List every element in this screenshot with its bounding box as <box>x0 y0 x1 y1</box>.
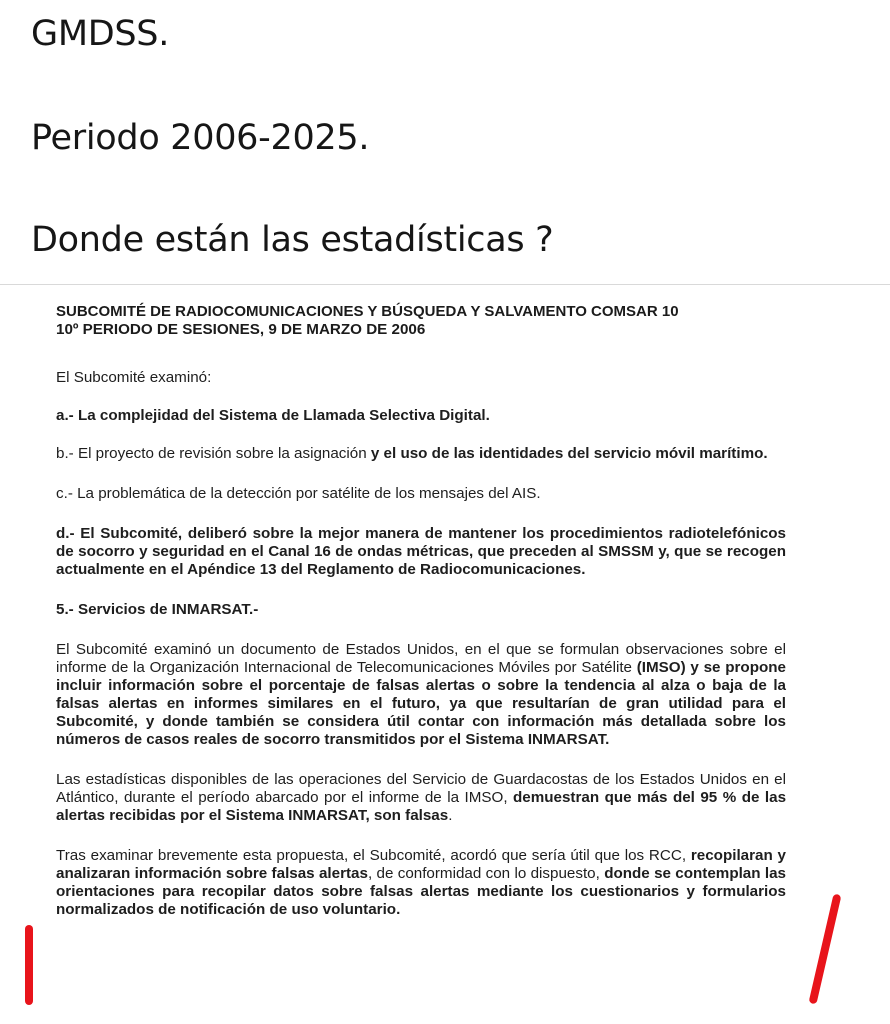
paragraph-7 <box>56 771 786 825</box>
paragraph-b-bold: y el uso de las identidades del servicio móvil marítimo. <box>370 445 768 462</box>
red-marker-stroke-left <box>25 925 33 1005</box>
paragraph-6-normal: El Subcomité examinó un documento de Estados Unidos, en el que se formulan observaciones sobre el informe de la Organización Internacional de Telecomunicaciones Móviles por Satélite <box>56 641 786 676</box>
paragraph-d: d.- El Subcomité, deliberó sobre la mejor manera de mantener los procedimientos radiotelefónicos de socorro y seguridad en el Canal 16 de ondas métricas, que preceden al SMSSM y, que se recogen actualmente en el Apéndice 13 del Reglamento de Radiocomunicaciones. <box>56 525 786 578</box>
paragraph-intro: El Subcomité examinó: <box>56 369 212 386</box>
document-title-line1: SUBCOMITÉ DE RADIOCOMUNICACIONES Y BÚSQUEDA Y SALVAMENTO COMSAR 10 <box>56 303 679 320</box>
paragraph-6-bold: (IMSO) y se propone incluir información sobre el porcentaje de falsas alertas o sobre la tendencia al alza o baja de la falsas alertas en informes similares en el futuro, ya que resultarían de gran utilidad para el Subcomité, y donde también se considera útil contar con información más detallada sobre los números de casos reales de socorro transmitidos por el Sistema INMARSAT. <box>56 659 786 748</box>
paragraph-b <box>56 445 786 463</box>
paragraph-a: a.- La complejidad del Sistema de Llamada Selectiva Digital. <box>56 407 490 424</box>
paragraph-7-bold: demuestran que más del 95 % de las alertas recibidas por el Sistema INMARSAT, son falsas <box>56 789 787 824</box>
document-image[interactable] <box>0 285 890 1024</box>
paragraph-8-normal: Tras examinar brevemente esta propuesta, el Subcomité, acordó que sería útil que los RCC, <box>56 847 691 864</box>
post-line-period: Periodo 2006-2025. <box>31 118 370 158</box>
paragraph-8-bold1: recopilaran y analizaran información sobre falsas alertas <box>56 847 787 882</box>
section-5-heading: 5.- Servicios de INMARSAT.- <box>56 601 259 618</box>
document-title-line2: 10º PERIODO DE SESIONES, 9 DE MARZO DE 2006 <box>56 321 426 338</box>
paragraph-7-end: . <box>448 807 453 824</box>
paragraph-c: c.- La problemática de la detección por satélite de los mensajes del AIS. <box>56 485 541 502</box>
post-line-gmdss: GMDSS. <box>31 14 170 54</box>
document-body <box>56 303 786 919</box>
paragraph-8-mid: , de conformidad con lo dispuesto, <box>367 865 605 882</box>
paragraph-8-bold2: donde se contemplan las orientaciones para recopilar datos sobre falsas alertas mediante los cuestionarios y formularios normalizados de notificación de uso voluntario. <box>56 865 786 918</box>
paragraph-6 <box>56 641 786 749</box>
paragraph-7-normal: Las estadísticas disponibles de las operaciones del Servicio de Guardacostas de los Estados Unidos en el Atlántico, durante el período abarcado por el informe de la IMSO, <box>56 771 786 806</box>
paragraph-8 <box>56 847 786 919</box>
post-line-question: Donde están las estadísticas ? <box>31 220 554 260</box>
paragraph-b-normal: b.- El proyecto de revisión sobre la asignación <box>56 445 371 462</box>
